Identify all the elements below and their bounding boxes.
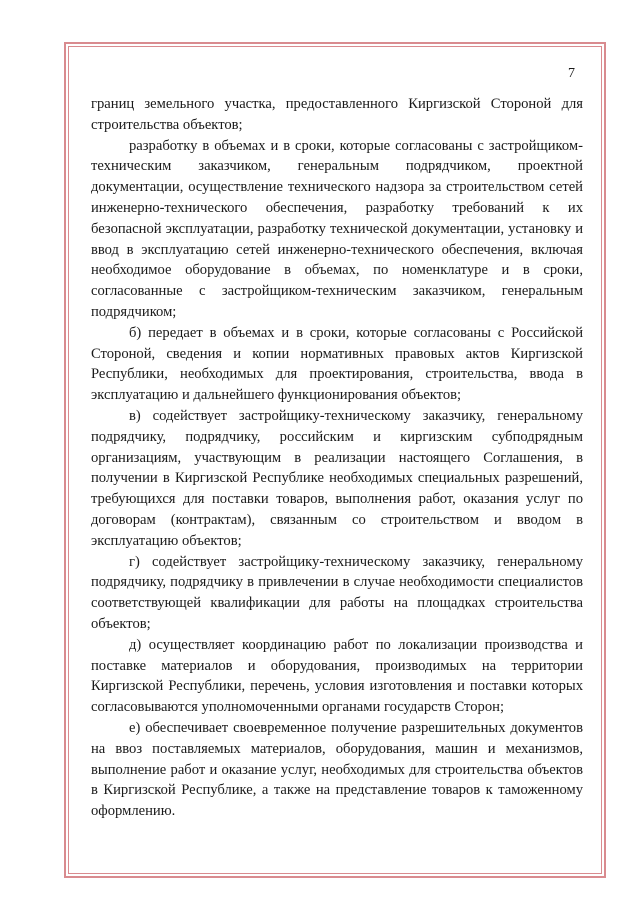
paragraph-b: б) передает в объемах и в сроки, которые согласованы с Российской Стороной, сведения и копии нормативных правовых актов Киргизской Республики, необходимых для проектирования, строительства, ввода в эксплуатацию и дальнейшего функционирования объектов; (91, 324, 583, 404)
document-body (91, 94, 583, 822)
paragraph-g: г) содействует застройщику-техническому заказчику, генеральному подрядчику, подрядчику в привлечении в случае необходимости специалистов соответствующей квалификации для работы на площадках строительства объектов; (91, 553, 583, 632)
paragraph-e: е) обеспечивает своевременное получение разрешительных документов на ввоз поставляемых материалов, оборудования, машин и механизмов, выполнение работ и оказание услуг, необходимых для строительства объектов в Киргизской Республике, а также на представление товаров к таможенному оформлению. (91, 719, 583, 820)
paragraph-2: разработку в объемах и в сроки, которые согласованы с застройщиком-техническим заказчиком, генеральным подрядчиком, проектной документации, осуществление технического надзора за строительством сетей инженерно-технического обеспечения, разработку требований к их безопасной эксплуатации, разработку технической документации, установку и ввод в эксплуатацию сетей инженерно-технического обеспечения, включая необходимое оборудование в объемах, по номенклатуре и в сроки, согласованные с застройщиком-техническим заказчиком, генеральным подрядчиком; (91, 137, 583, 320)
paragraph-1: границ земельного участка, предоставленного Киргизской Стороной для строительства объектов; (91, 96, 583, 133)
paragraph-d: д) осуществляет координацию работ по локализации производства и поставке материалов и оборудования, производимых на территории Киргизской Республики, перечень, условия изготовления и поставки которых согласовываются уполномоченными органами государств Сторон; (91, 636, 583, 716)
page-number: 7 (568, 66, 575, 81)
paragraph-v: в) содействует застройщику-техническому заказчику, генеральному подрядчику, подрядчику, российским и киргизским субподрядным организациям, участвующим в реализации настоящего Соглашения, в получении в Киргизской Республике необходимых специальных разрешений, требующихся для поставки товаров, выполнения работ, оказания услуг по договорам (контрактам), связанным со строительством и вводом в эксплуатацию объектов; (91, 407, 583, 549)
